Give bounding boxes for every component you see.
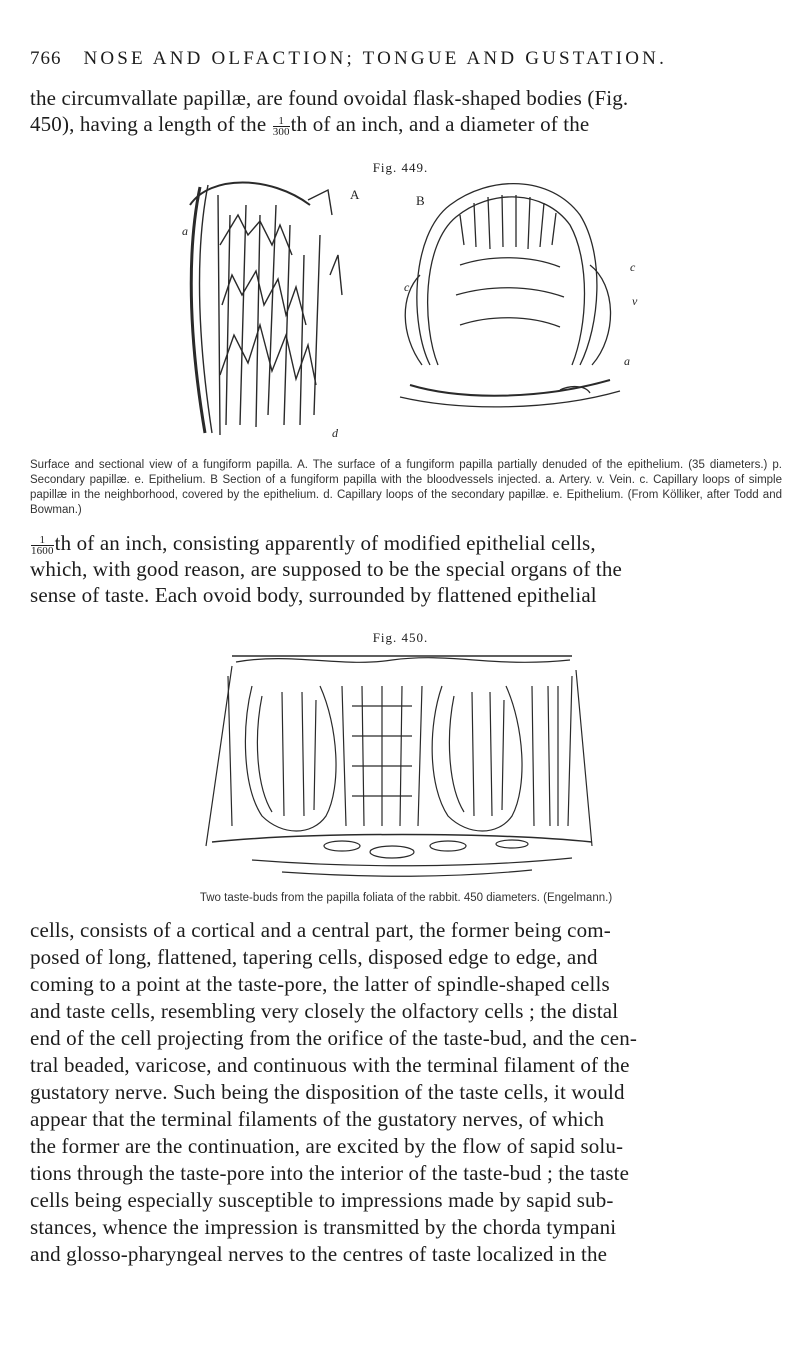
paragraph-3-line-11: cells being especially susceptible to impressions made by sapid sub- [30,1188,614,1212]
figure-450-label: Fig. 450. [372,630,429,645]
paragraph-3-line-1: cells, consists of a cortical and a central part, the former being com- [30,918,611,942]
figure-450-caption: Two taste-buds from the papilla foliata of the rabbit. 450 diameters. (Engelmann.) [199,892,613,904]
figure-450-illustration [192,646,612,878]
paragraph-text: the circumvallate papillæ, are found ovoidal flask-shaped bodies (Fig. [30,86,629,110]
paragraph-2-line-2: which, with good reason, are supposed to be the special organs of the [30,557,622,581]
figure-letter: a [624,354,630,368]
figure-letter: c [404,280,410,294]
figure-449-illustration [160,175,650,445]
paragraph-3-line-5: end of the cell projecting from the orifice of the taste-bud, and the cen- [30,1026,638,1050]
figure-letter: v [632,294,638,308]
figure-letter: A [350,187,360,202]
fraction [273,116,290,137]
running-head [30,48,790,70]
fraction-numerator: 1 [31,535,54,546]
figure-449-label: Fig. 449. [372,160,429,175]
paragraph-3-line-6: tral beaded, varicose, and continuous with the terminal filament of the [30,1053,630,1077]
page-number: 766 [30,48,62,69]
paragraph-3-line-10: tions through the taste-pore into the interior of the taste-bud ; the taste [30,1161,630,1185]
figure-letter: a [182,224,188,238]
paragraph-3-line-13: and glosso-pharyngeal nerves to the centres of taste localized in the [30,1242,608,1266]
fungiform-papilla-surface [190,183,342,436]
fungiform-papilla-section [400,184,620,407]
paragraph-3-line-9: the former are the continuation, are excited by the flow of sapid solu- [30,1134,624,1158]
paragraph-1-line-1 [30,86,782,112]
figure-letter: c [630,260,636,274]
running-title: NOSE AND OLFACTION; TONGUE AND GUSTATION. [83,48,668,69]
paragraph-3-line-4: and taste cells, resembling very closely the olfactory cells ; the distal [30,999,619,1023]
paragraph-text: th of an inch, and a diameter of the [290,112,590,136]
paragraph-2-line-1 [30,531,782,557]
figure-449-caption: Surface and sectional view of a fungiform papilla. A. The surface of a fungiform papilla partially denuded of the epithelium. (35 diameters.) p. Secondary papillæ. e. Epithelium. B Section of a fungiform papilla with the bloodvessels injected. a. Artery. v. Vein. c. Capillary loops of simple papillæ in the neighborhood, covered by the epithelium. d. Capillary loops of the secondary papillæ. e. Epithelium. (From Kölliker, after Todd and Bowman.) [30,459,782,516]
paragraph-3-line-3: coming to a point at the taste-pore, the latter of spindle-shaped cells [30,972,610,996]
paragraph-3-line-2: posed of long, flattened, tapering cells, disposed edge to edge, and [30,945,598,969]
paragraph-2-line-3: sense of taste. Each ovoid body, surrounded by flattened epithelial [30,583,597,607]
figure-letter: d [332,426,338,440]
paragraph-3-line-7: gustatory nerve. Such being the disposition of the taste cells, it would [30,1080,625,1104]
fraction-denominator: 300 [272,125,290,138]
paragraph-1-line-2 [30,112,782,138]
fraction-denominator: 1600 [31,544,54,557]
figure-letter: B [416,193,425,208]
fraction-numerator: 1 [273,116,290,127]
taste-bud-section [206,656,592,876]
paragraph-text: th of an inch, consisting apparently of modified epithelial cells, [54,531,596,555]
paragraph-3-line-12: stances, whence the impression is transmitted by the chorda tympani [30,1215,617,1239]
paragraph-3-line-8: appear that the terminal filaments of the gustatory nerves, of which [30,1107,605,1131]
paragraph-text: 450), having a length of the [30,112,272,136]
fraction [31,535,54,556]
